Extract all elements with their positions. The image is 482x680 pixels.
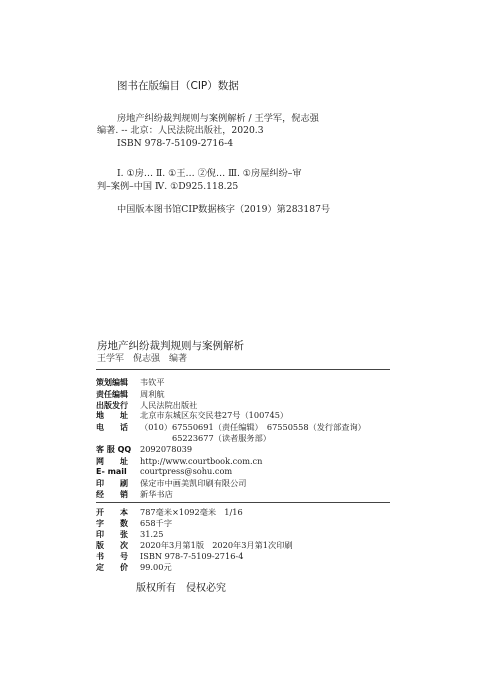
info-value: 北京市东城区东交民巷27号（100745） — [140, 410, 289, 420]
info-value: courtpress@sohu.com — [140, 466, 233, 476]
print-value: 787毫米×1092毫米 1/16 — [140, 507, 243, 517]
book-authors: 王学军 倪志强 编著 — [97, 354, 188, 364]
info-value: 新华书店 — [140, 489, 173, 499]
cip-library-number: 中国版本图书馆CIP数据核字（2019）第283187号 — [117, 204, 331, 215]
copyright-notice: 版权所有 侵权必究 — [136, 583, 226, 594]
print-label: 字 数 — [96, 519, 128, 528]
print-label: 印 张 — [96, 530, 128, 539]
book-title: 房地产纠纷裁判规则与案例解析 — [97, 340, 244, 352]
info-value: 人民法院出版社 — [140, 400, 198, 410]
info-label: 电 话 — [96, 423, 128, 432]
divider-middle — [96, 502, 390, 503]
info-label: 责任编辑 — [96, 390, 128, 399]
info-value: 周利航 — [140, 389, 165, 399]
cip-classification-line-1: Ⅰ. ①房… Ⅱ. ①王… ②倪… Ⅲ. ①房屋纠纷–审 — [117, 168, 302, 179]
cip-isbn: ISBN 978-7-5109-2716-4 — [117, 138, 234, 149]
cip-description-line-1: 房地产纠纷裁判规则与案例解析 / 王学军，倪志强 — [117, 113, 319, 124]
info-value: 65223677（读者服务部） — [172, 433, 271, 443]
info-label: 网 址 — [96, 457, 128, 466]
print-value: 31.25 — [140, 529, 164, 539]
print-label: 定 价 — [96, 563, 128, 572]
info-value: http://www.courtbook.com.cn — [140, 456, 263, 466]
cip-classification-line-2: 判–案例–中国 Ⅳ. ①D925.118.25 — [97, 181, 239, 192]
print-value: 99.00元 — [140, 562, 172, 572]
info-label: 印 刷 — [96, 479, 128, 488]
cip-heading: 图书在版编目（CIP）数据 — [117, 80, 239, 92]
print-label: 版 次 — [96, 541, 128, 550]
info-value: 保定市中画美凯印刷有限公司 — [140, 478, 247, 488]
print-label: 开 本 — [96, 508, 128, 517]
info-label: 经 销 — [96, 490, 128, 499]
info-label: 出版发行 — [96, 401, 128, 410]
info-value: （010）67550691（责任编辑） 67550558（发行部查询） — [140, 422, 366, 432]
info-label: 客 服 QQ — [96, 445, 132, 454]
cip-description-line-2: 编著. -- 北京：人民法院出版社，2020.3 — [97, 125, 264, 136]
print-value: ISBN 978-7-5109-2716-4 — [140, 551, 244, 561]
info-label: 地 址 — [96, 411, 128, 420]
info-label: 策划编辑 — [96, 378, 128, 387]
print-label: 书 号 — [96, 552, 128, 561]
info-label: E- mail — [96, 467, 127, 476]
print-value: 658千字 — [140, 518, 173, 528]
info-value: 2092078039 — [140, 444, 193, 454]
info-value: 韦钦平 — [140, 377, 165, 387]
print-value: 2020年3月第1版 2020年3月第1次印刷 — [140, 540, 293, 550]
divider-top — [96, 369, 390, 370]
